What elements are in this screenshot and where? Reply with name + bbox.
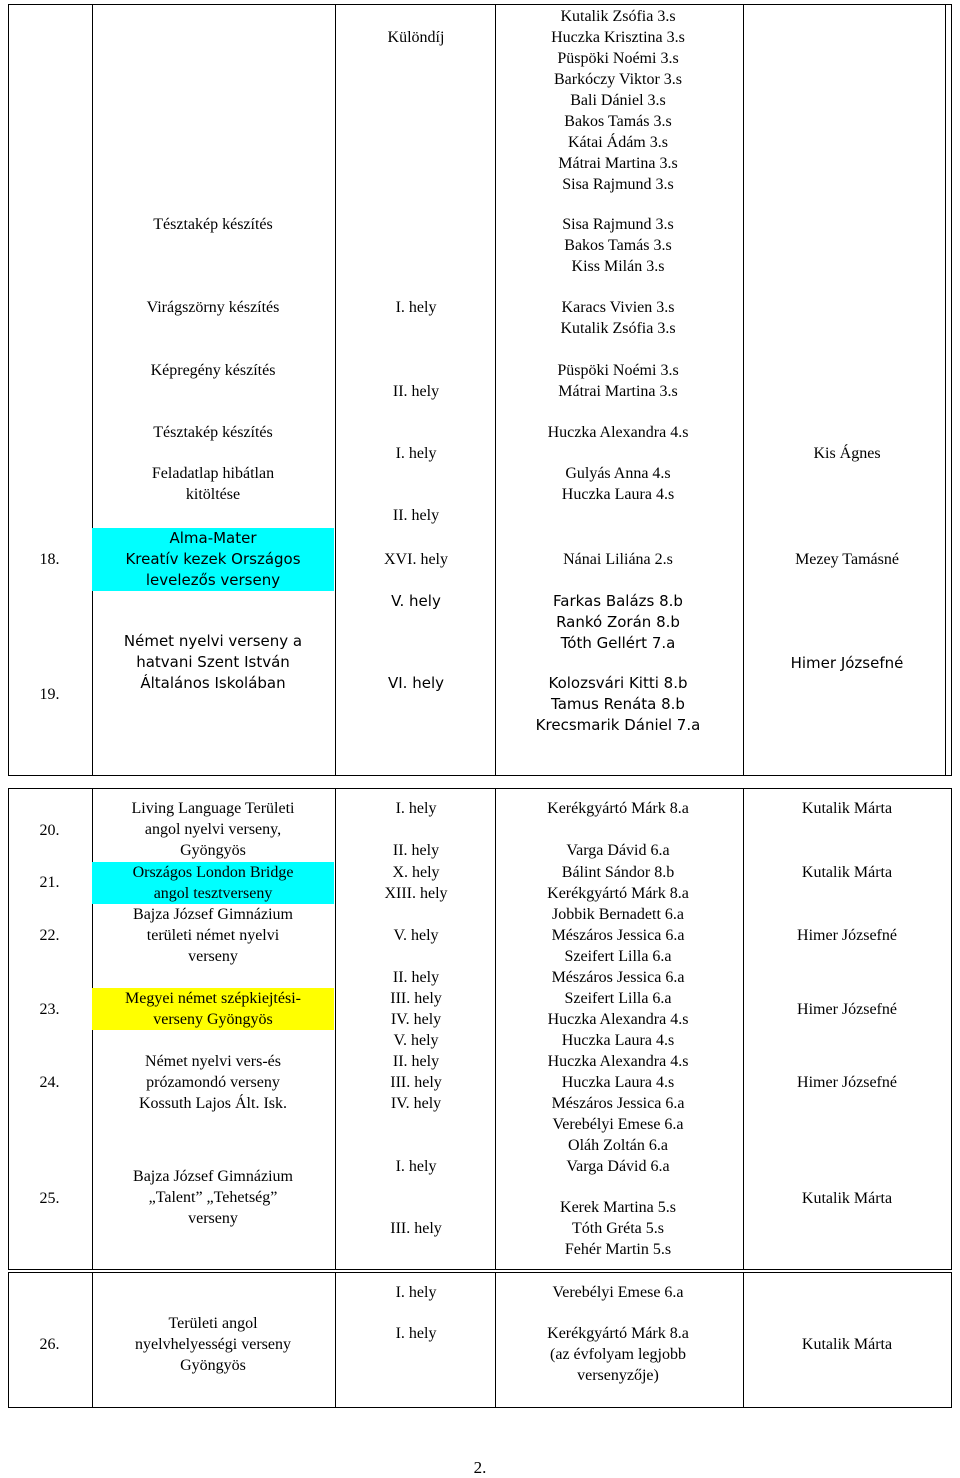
r24-names: Huczka Alexandra 4.s Huczka Laura 4.s Mészáros Jessica 6.a [547,1053,689,1112]
row19-names-1: Farkas Balázs 8.b Rankó Zorán 8.b Tóth Gellért 7.a [553,592,683,652]
r25-places: I. hely III. hely [390,1158,442,1237]
page-number: 2. [473,1458,487,1477]
event-kepregeny: Képregény készítés [150,362,276,379]
r20-names: Kerékgyártó Márk 8.a Varga Dávid 6.a [547,800,689,859]
r22-place: V. hely [393,927,439,944]
row-number-20: 20. [39,822,60,839]
r25-names: Verebélyi Emese 6.a Oláh Zoltán 6.a Varga Dávid 6.a Kerek Martina 5.s Tóth Gréta 5.s Fehér Martin 5.s [552,1116,684,1258]
row-number-23: 23. [39,1001,60,1018]
event-bajza-nemet: Bajza József Gimnázium területi német nyelvi verseny [133,906,293,965]
row-number-21: 21. [39,874,60,891]
row-number-19: 19. [39,686,60,703]
row-number-18: 18. [39,551,60,568]
row19-place-1: V. hely [391,592,441,610]
tesztakep-2-name: Huczka Alexandra 4.s [547,424,689,441]
r20-teacher: Kutalik Márta [801,800,893,817]
r20-places: I. hely II. hely [392,800,440,859]
event-talent: Bajza József Gimnázium „Talent” „Tehetség” verseny [133,1168,293,1227]
row19-place-2: VI. hely [387,674,444,692]
event-living-language: Living Language Területi angol nyelvi verseny, Gyöngyös [131,800,295,859]
r23-teacher: Himer Józsefné [797,1001,897,1018]
row19-names-2: Kolozsvári Kitti 8.b Tamus Renáta 8.b Krecsmarik Dániel 7.a [535,674,701,734]
row18-teacher: Mezey Tamásné [795,551,899,568]
event-viragszorny: Virágszörny készítés [146,299,280,316]
event-nyelvhelyessegi: Területi angol nyelvhelyességi verseny Gyöngyös [135,1315,291,1374]
r26-places: I. hely I. hely [395,1284,437,1342]
row18-name: Nánai Liliána 2.s [563,551,673,568]
r21-places: X. hely XIII. hely [384,864,448,902]
kepregeny-names: Püspöki Noémi 3.s Mátrai Martina 3.s [557,362,679,400]
row-number-24: 24. [39,1074,60,1091]
r22-names: Jobbik Bernadett 6.a Mészáros Jessica 6.a Szeifert Lilla 6.a [551,906,685,965]
viragszorny-names: Karacs Vivien 3.s Kutalik Zsófia 3.s [560,299,676,337]
r22-teacher: Himer Józsefné [797,927,897,944]
feladatlap-names: Gulyás Anna 4.s Huczka Laura 4.s [561,465,675,503]
r23-places: II. hely III. hely IV. hely V. hely [390,969,442,1049]
row18-place: XVI. hely [384,551,448,568]
event-nemet-hatvan: Német nyelvi verseny a hatvani Szent István Általános Iskolában [123,632,303,692]
event-vers-proza: Német nyelvi vers-és prózamondó verseny Kossuth Lajos Ált. Isk. [139,1053,287,1112]
feladatlap-place: II. hely [392,507,440,524]
r23-names: Mészáros Jessica 6.a Szeifert Lilla 6.a Huczka Alexandra 4.s Huczka Laura 4.s [547,969,689,1049]
row-number-25: 25. [39,1190,60,1207]
r26-teacher: Kutalik Márta [801,1336,893,1353]
kepregeny-place: II. hely [392,383,440,400]
event-london-bridge: Országos London Bridge angol tesztverseny [92,862,334,904]
event-tesztakep: Tésztakép készítés [153,216,273,233]
r21-names: Bálint Sándor 8.b Kerékgyártó Márk 8.a [547,864,689,902]
row19-teacher: Himer Józsefné [790,654,904,672]
r24-teacher: Himer Józsefné [797,1074,897,1091]
event-feladatlap: Feladatlap hibátlan kitöltése [151,465,275,503]
viragszorny-place: I. hely [395,299,437,316]
r26-names: Verebélyi Emese 6.a Kerékgyártó Márk 8.a (az évfolyam legjobb versenyzője) [547,1284,689,1384]
event-tesztakep-2: Tésztakép készítés [153,424,273,441]
row-number-22: 22. [39,927,60,944]
r25-teacher: Kutalik Márta [801,1190,893,1207]
special-prize-names: Kutalik Zsófia 3.s Huczka Krisztina 3.s Püspöki Noémi 3.s Barkóczy Viktor 3.s Bali Dániel 3.s Bakos Tamás 3.s Kátai Ádám 3.s Mátrai Martina 3.s Sisa Rajmund 3.s [551,8,685,193]
special-prize-label: Különdíj [387,29,445,46]
event-alma-mater: Alma-Mater Kreatív kezek Országos levelezős verseny [92,528,334,591]
r21-teacher: Kutalik Márta [801,864,893,881]
tesztakep-names: Sisa Rajmund 3.s Bakos Tamás 3.s Kiss Milán 3.s [562,216,674,275]
event-szepkiejtesi: Megyei német szépkiejtési- verseny Gyöngyös [92,988,334,1030]
teacher-kis-agnes: Kis Ágnes [813,445,881,462]
row-number-26: 26. [39,1336,60,1353]
tesztakep-2-place: I. hely [395,445,437,462]
r24-places: II. hely III. hely IV. hely [390,1053,442,1112]
